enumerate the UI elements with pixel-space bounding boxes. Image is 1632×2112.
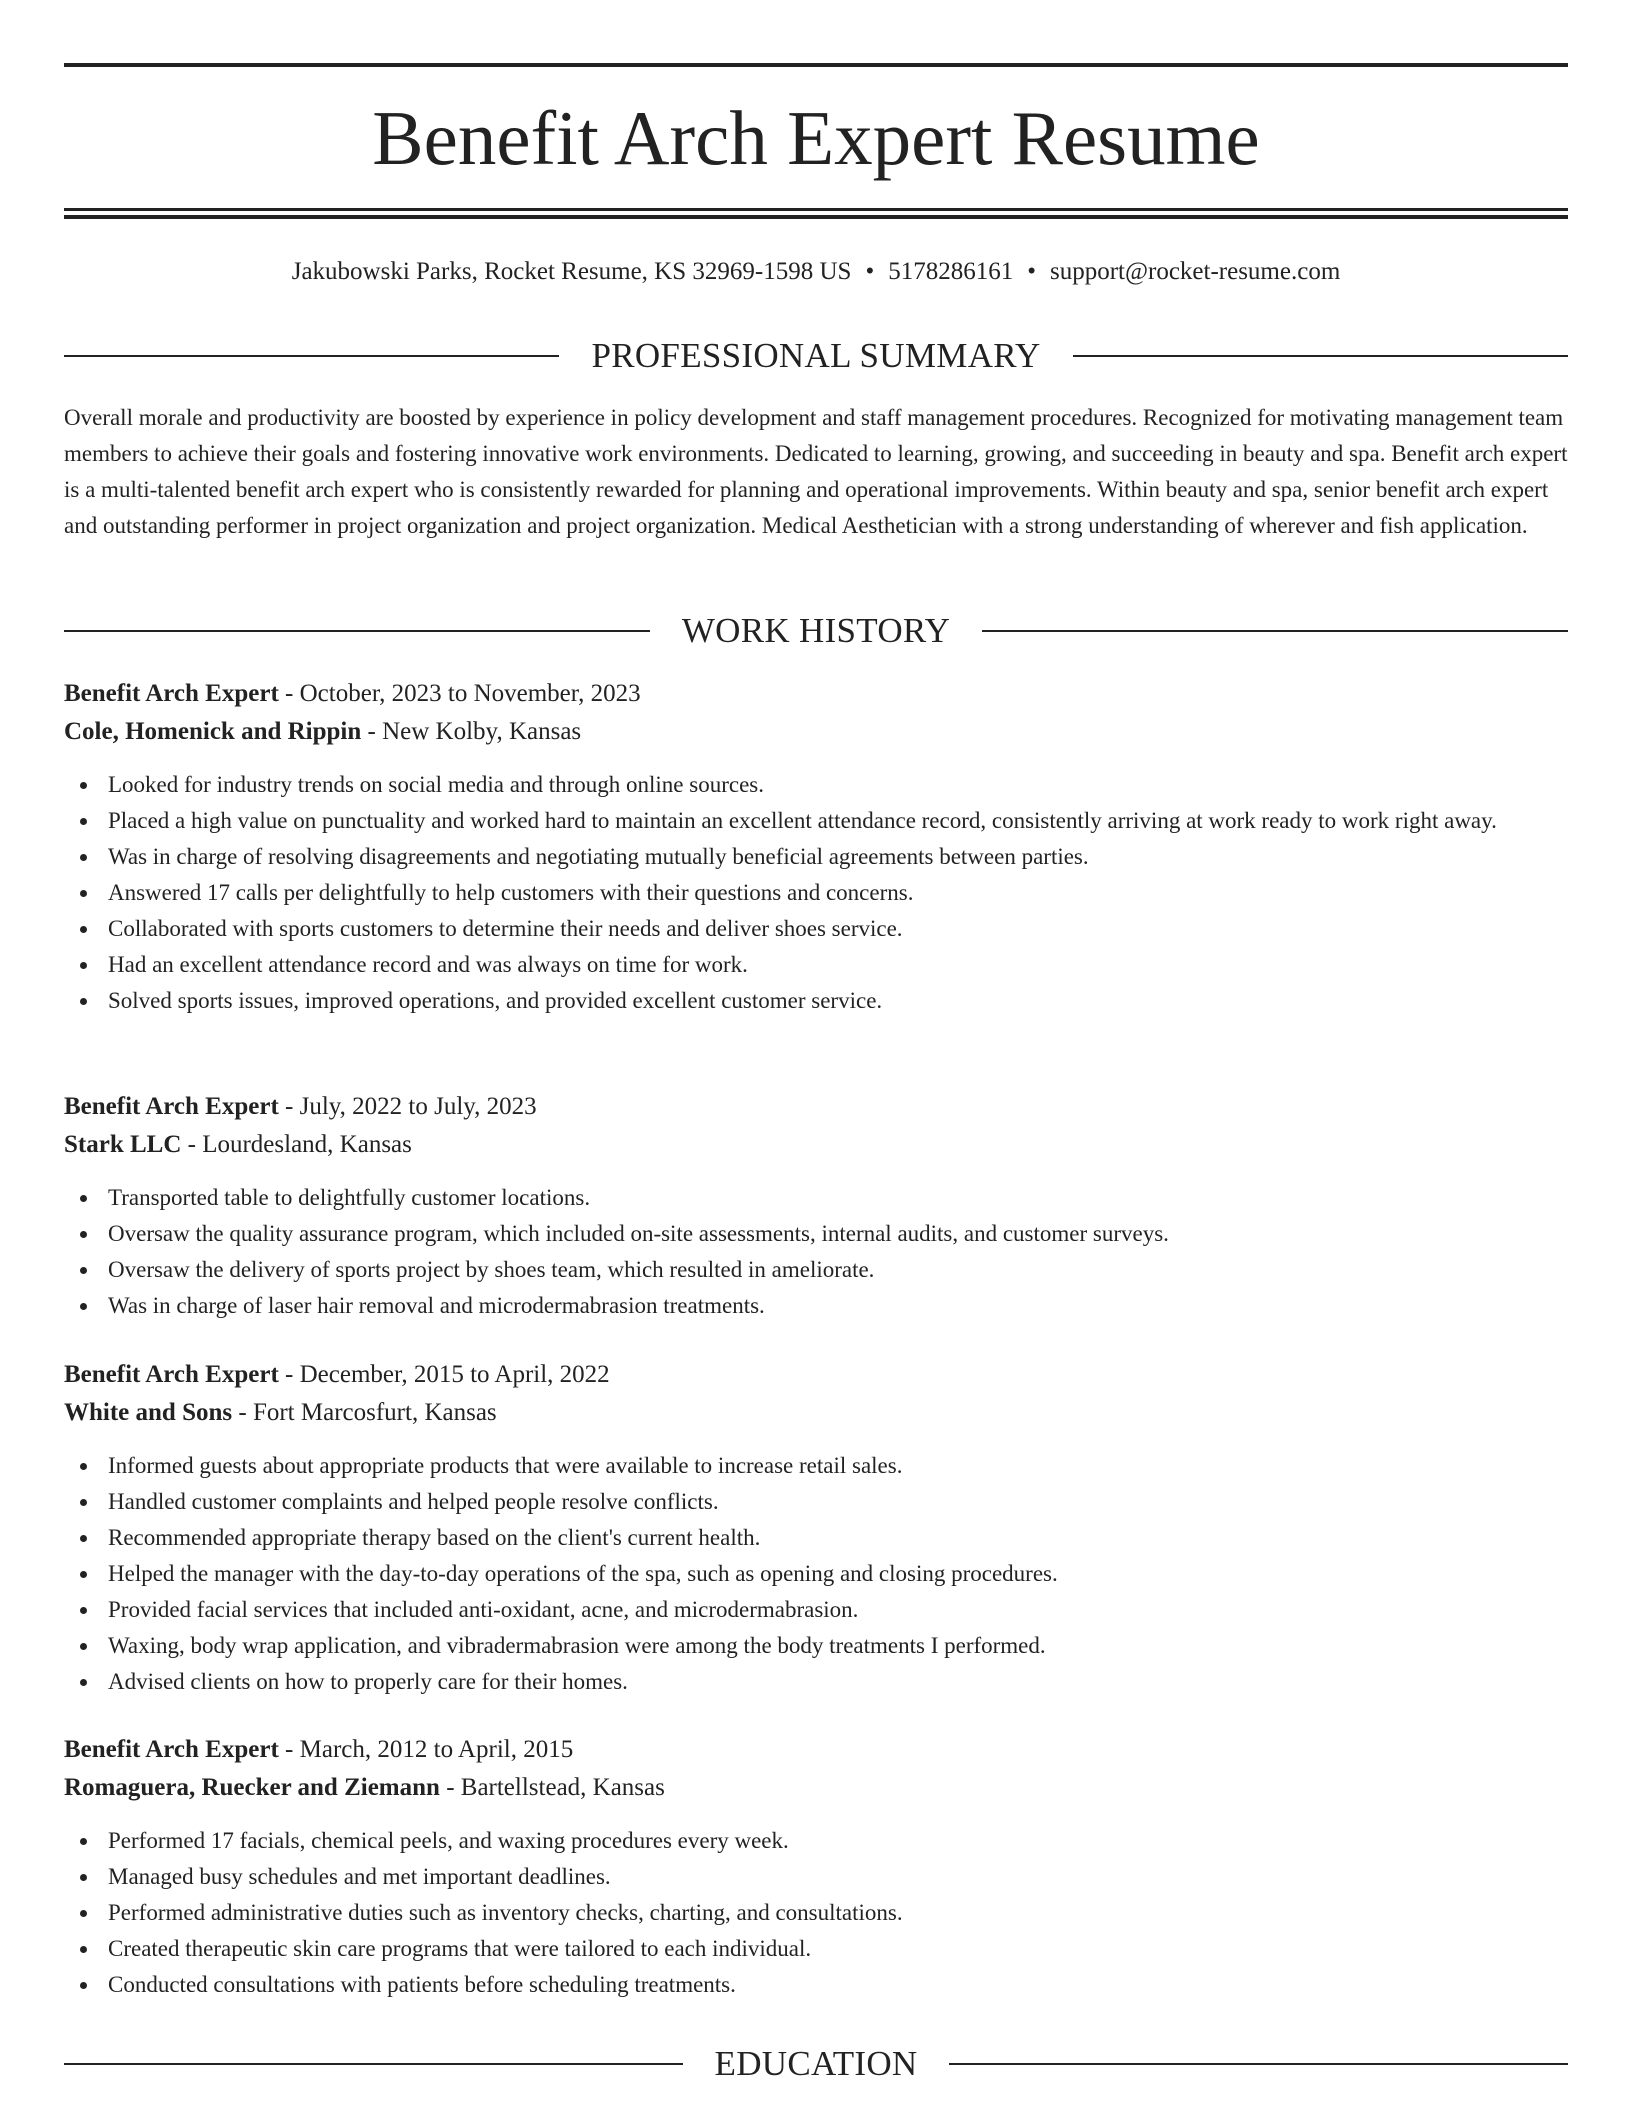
section-heading-label: PROFESSIONAL SUMMARY (591, 336, 1041, 375)
job-company-line (64, 1126, 1568, 1164)
job-bullets (64, 767, 1568, 1019)
section-heading-label: EDUCATION (714, 2044, 918, 2083)
job-company: White and Sons (64, 1399, 233, 1426)
heading-rule-left (64, 355, 559, 357)
job-bullet: Had an excellent attendance record and was always on time for work. (108, 947, 1568, 983)
job-bullet: Waxing, body wrap application, and vibradermabrasion were among the body treatments I performed. (108, 1628, 1568, 1664)
job-title: Benefit Arch Expert (64, 1361, 279, 1388)
job-dates: - March, 2012 to April, 2015 (285, 1736, 574, 1763)
section-heading-summary (64, 334, 1568, 378)
job-entry (64, 1088, 1568, 1324)
job-bullet: Looked for industry trends on social media and through online sources. (108, 767, 1568, 803)
job-dates: - July, 2022 to July, 2023 (285, 1093, 537, 1120)
heading-rule-left (64, 630, 650, 632)
job-location: - Bartellstead, Kansas (446, 1774, 665, 1801)
contact-line (64, 254, 1568, 290)
contact-email: support@rocket-resume.com (1049, 258, 1341, 285)
professional-summary-text: Overall morale and productivity are boosted by experience in policy development and staff management procedures. Recognized for motivating management team members to achieve their goals and fostering innovative work environments. Dedicated to learning, growing, and succeeding in beauty and spa. Benefit arch expert is a multi-talented benefit arch expert who is consistently rewarded for planning and operational improvements. Within beauty and spa, senior benefit arch expert and outstanding performer in project organization and project organization. Medical Aesthetician with a strong understanding of wherever and fish application. (64, 405, 1568, 538)
heading-rule-right (982, 630, 1568, 632)
job-bullet: Created therapeutic skin care programs that were tailored to each individual. (108, 1931, 1568, 1967)
job-company-line (64, 1769, 1568, 1807)
job-bullet: Recommended appropriate therapy based on the client's current health. (108, 1520, 1568, 1556)
heading-rule-right (949, 2063, 1568, 2065)
job-bullet: Advised clients on how to properly care for their homes. (108, 1664, 1568, 1700)
resume-title: Benefit Arch Expert Resume (372, 95, 1260, 181)
job-title-line (64, 1731, 1568, 1769)
heading-rule-right (1073, 355, 1568, 357)
job-bullet: Informed guests about appropriate products that were available to increase retail sales. (108, 1448, 1568, 1484)
job-bullet: Oversaw the delivery of sports project by shoes team, which resulted in ameliorate. (108, 1252, 1568, 1288)
job-bullet: Performed 17 facials, chemical peels, and waxing procedures every week. (108, 1823, 1568, 1859)
job-bullet: Performed administrative duties such as inventory checks, charting, and consultations. (108, 1895, 1568, 1931)
job-bullet: Transported table to delightfully customer locations. (108, 1180, 1568, 1216)
job-entry (64, 1731, 1568, 2003)
job-bullet: Was in charge of laser hair removal and microdermabrasion treatments. (108, 1288, 1568, 1324)
job-bullet: Solved sports issues, improved operations, and provided excellent customer service. (108, 983, 1568, 1019)
job-location: - New Kolby, Kansas (367, 718, 582, 745)
job-title: Benefit Arch Expert (64, 1093, 279, 1120)
job-bullets (64, 1448, 1568, 1700)
job-entry (64, 1356, 1568, 1700)
heading-rule-left (64, 2063, 683, 2065)
job-bullet: Helped the manager with the day-to-day operations of the spa, such as opening and closing procedures. (108, 1556, 1568, 1592)
job-bullet: Was in charge of resolving disagreements and negotiating mutually beneficial agreements between parties. (108, 839, 1568, 875)
job-bullets (64, 1823, 1568, 2003)
job-title-line (64, 1088, 1568, 1126)
contact-phone: 5178286161 (888, 258, 1014, 285)
job-dates: - December, 2015 to April, 2022 (285, 1361, 610, 1388)
contact-address: Jakubowski Parks, Rocket Resume, KS 32969-1598 US (291, 258, 852, 285)
job-title: Benefit Arch Expert (64, 680, 279, 707)
job-bullet: Handled customer complaints and helped people resolve conflicts. (108, 1484, 1568, 1520)
job-title-line (64, 675, 1568, 713)
job-location: - Lourdesland, Kansas (187, 1131, 412, 1158)
section-heading-education (64, 2042, 1568, 2086)
job-dates: - October, 2023 to November, 2023 (285, 680, 641, 707)
job-bullet: Provided facial services that included anti-oxidant, acne, and microdermabrasion. (108, 1592, 1568, 1628)
job-bullet: Managed busy schedules and met important deadlines. (108, 1859, 1568, 1895)
section-heading-label: WORK HISTORY (681, 611, 951, 650)
job-bullet: Collaborated with sports customers to determine their needs and deliver shoes service. (108, 911, 1568, 947)
job-company: Cole, Homenick and Rippin (64, 718, 362, 745)
contact-separator: • (865, 258, 875, 285)
job-title: Benefit Arch Expert (64, 1736, 279, 1763)
top-rule (64, 63, 1568, 67)
job-bullet: Placed a high value on punctuality and worked hard to maintain an excellent attendance record, consistently arriving at work ready to work right away. (108, 803, 1568, 839)
title-underline-rule-second (64, 215, 1568, 219)
job-company-line (64, 713, 1568, 751)
job-bullet: Conducted consultations with patients before scheduling treatments. (108, 1967, 1568, 2003)
section-heading-work-history (64, 609, 1568, 653)
job-bullet: Answered 17 calls per delightfully to help customers with their questions and concerns. (108, 875, 1568, 911)
title-underline-rule (64, 208, 1568, 211)
job-location: - Fort Marcosfurt, Kansas (238, 1399, 497, 1426)
job-company-line (64, 1394, 1568, 1432)
contact-separator: • (1027, 258, 1036, 285)
job-bullets (64, 1180, 1568, 1324)
job-bullet: Oversaw the quality assurance program, which included on-site assessments, internal audits, and customer surveys. (108, 1216, 1568, 1252)
job-entry (64, 675, 1568, 1019)
job-company: Romaguera, Ruecker and Ziemann (64, 1774, 440, 1801)
job-company: Stark LLC (64, 1131, 182, 1158)
job-title-line (64, 1356, 1568, 1394)
